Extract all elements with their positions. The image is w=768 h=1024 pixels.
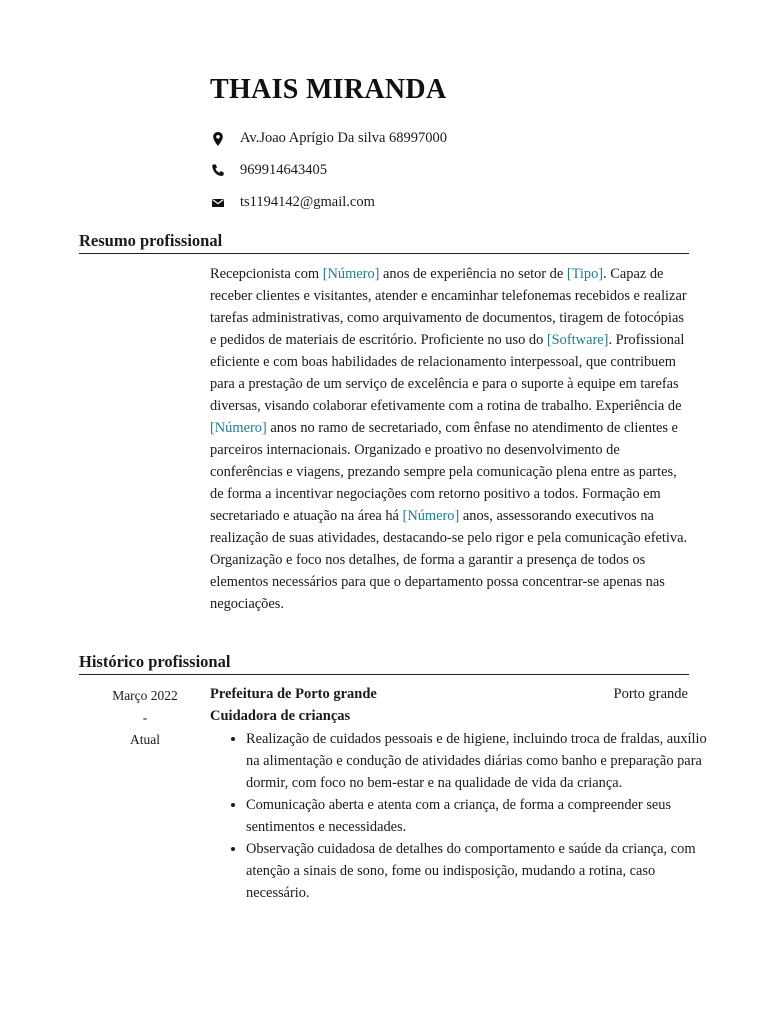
job-date-start: Março 2022 (112, 688, 178, 703)
summary-segment: anos, assessorando executivos na realização de suas atividades, destacando-se pelo rigor e pela comunicação efetiva. Organização e foco nos detalhes, de forma a garantir a presença de todos os elementos necessários para que o departamento possa concentrar-se apenas nas negociações. (210, 508, 688, 612)
location-pin-icon (210, 131, 226, 147)
job-bullet: • Observação cuidadosa de detalhes do comportamento e saúde da criança, com atenção a sinais de sono, fome ou indisposição, mudando a rotina, caso necessário. (246, 838, 708, 904)
placeholder-numero: [Número] (322, 266, 380, 282)
contact-address (210, 130, 447, 147)
email-text: ts1194142@gmail.com (240, 194, 375, 210)
job-bullet: • Realização de cuidados pessoais e de higiene, incluindo troca de fraldas, auxílio na alimentação e condução de atividades diárias como banho e preparação para dormir, com foco no bem-estar e na qualidade de vida da criança. (246, 728, 708, 794)
placeholder-numero: [Número] (210, 420, 267, 436)
contact-email (210, 194, 375, 211)
history-section-title: Histórico profissional (79, 652, 689, 675)
phone-icon (210, 163, 226, 179)
placeholder-numero: [Número] (402, 508, 460, 524)
job-role: Cuidadora de crianças (210, 708, 351, 724)
candidate-name: THAIS MIRANDA (210, 74, 447, 105)
job-date-end: Atual (130, 732, 160, 747)
phone-text: 969914643405 (240, 162, 327, 178)
job-location: Porto grande (613, 686, 688, 702)
summary-segment: . Profissional eficiente e com boas habilidades de relacionamento interpessoal, que contribuem para a prestação de um serviço de excelência e para o suporte à equipe em tarefas diversas, visando colaborar efetivamente com a rotina de trabalho. Experiência de (210, 332, 685, 414)
envelope-icon (210, 195, 226, 211)
job-bullet-list (228, 728, 708, 904)
summary-segment: . Capaz de receber clientes e visitantes, atender e encaminhar telefonemas recebidos e realizar tarefas administrativas, como arquivamento de documentos, tiragem de fotocópias e pedidos de materiais de escritório. Proficiente no uso do (210, 266, 687, 348)
address-text: Av.Joao Aprígio Da silva 68997000 (240, 130, 448, 146)
contact-phone (210, 162, 327, 179)
summary-segment: anos de experiência no setor de (379, 266, 567, 282)
placeholder-software: [Software] (546, 332, 609, 348)
placeholder-tipo: [Tipo] (566, 266, 604, 282)
summary-segment: anos no ramo de secretariado, com ênfase no atendimento de clientes e parceiros internacionais. Organizado e proativo no desenvolvimento de conferências e viagens, prezando sempre pela comunicação plena entre as partes, de forma a incentivar negociações com retorno positivo a todos. Formação em secretariado e atuação na área há (210, 420, 678, 524)
job-employer: Prefeitura de Porto grande (210, 686, 377, 702)
job-date-separator: - (142, 710, 148, 725)
summary-segment: Recepcionista com (210, 266, 323, 282)
summary-section-title: Resumo profissional (79, 231, 689, 254)
summary-text (210, 263, 690, 615)
job-bullet: • Comunicação aberta e atenta com a criança, de forma a compreender seus sentimentos e necessidades. (246, 794, 708, 838)
